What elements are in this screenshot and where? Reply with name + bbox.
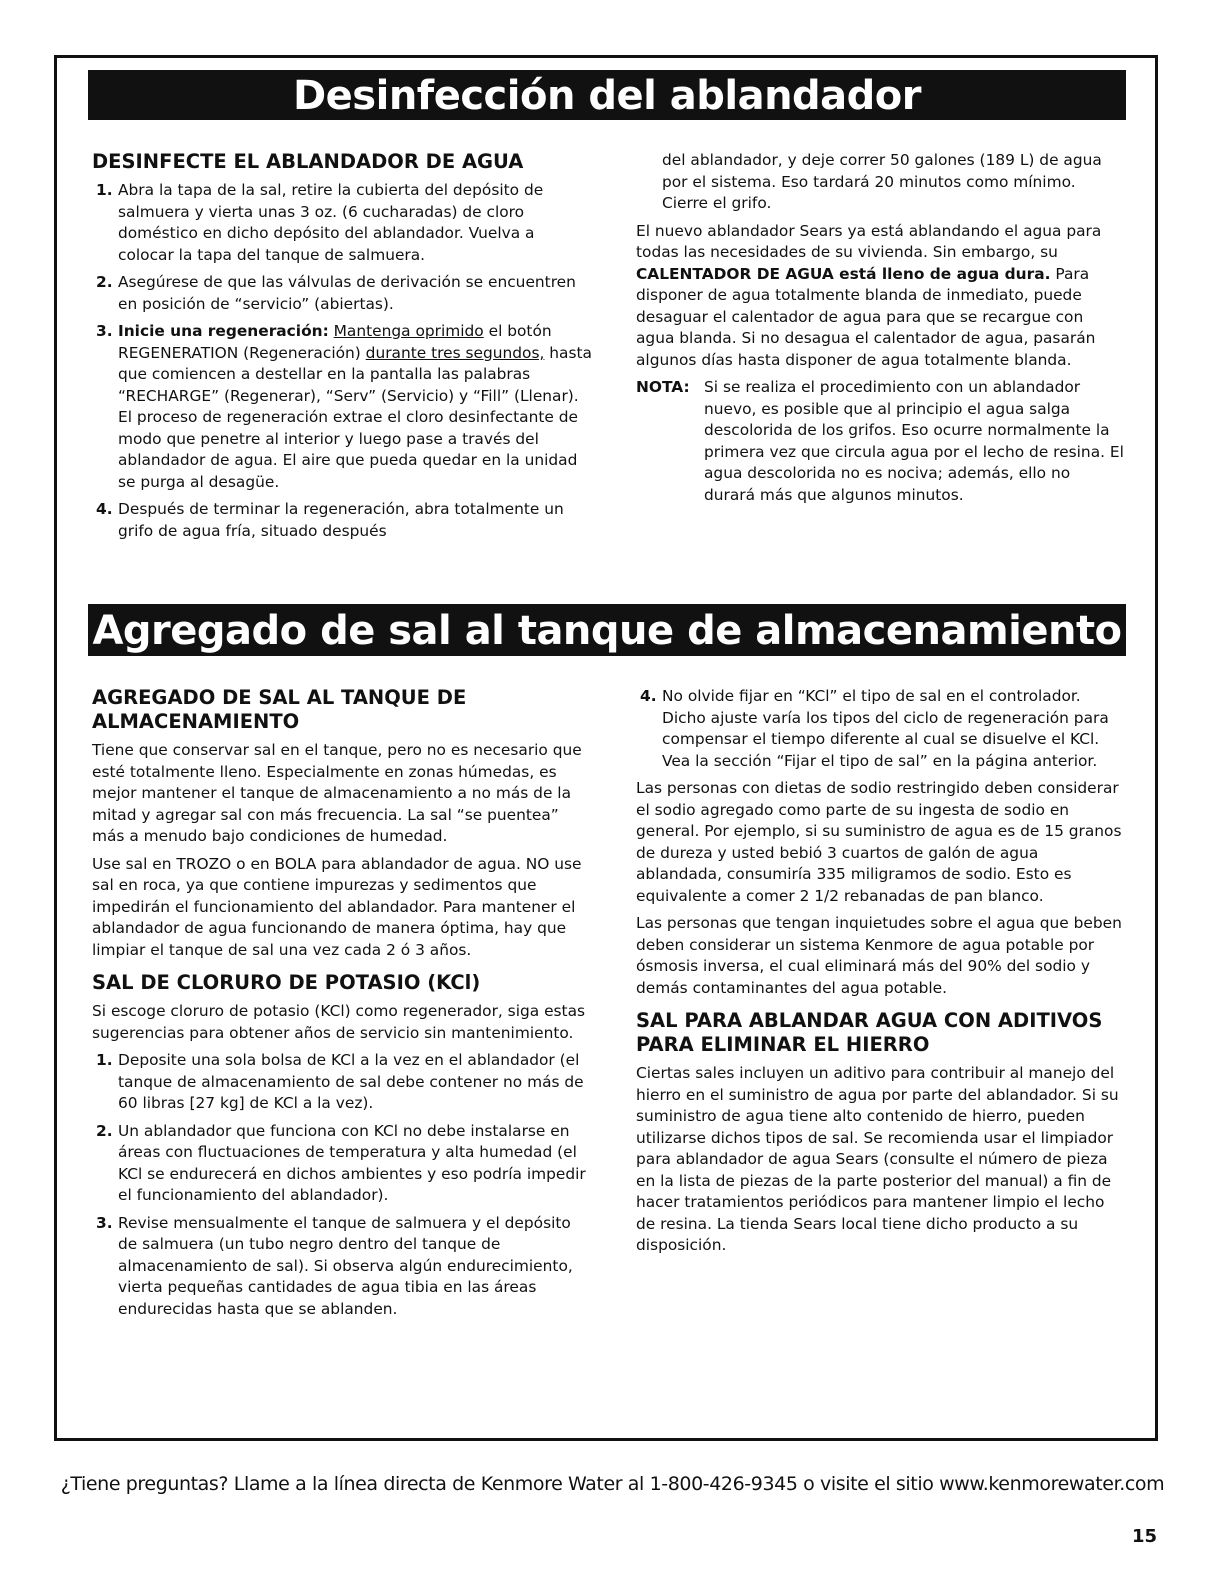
item-underlined-text: durante tres segundos, [365,343,545,362]
paragraph-text: Para disponer de agua totalmente blanda de inmediato, puede desaguar el calentador de agua para que se recargue con agua blanda. Si no desagua el calentador de agua, pasarán algunos días hasta disponer de agua totalmente blanda. [636,264,1096,369]
paragraph-text: El nuevo ablandador Sears ya está ablandando el agua para todas las necesidades de su vivienda. Sin embargo, su [636,221,1102,261]
heading-add-salt: AGREGADO DE SAL AL TANQUE DE ALMACENAMIENTO [92,686,467,733]
item-continuation: del ablandador, y deje correr 50 galones (189 L) de agua por el sistema. Eso tardará 20 minutos como mínimo. Cierre el grifo. [662,151,1102,212]
list-item [92,272,592,315]
item-text: Revise mensualmente el tanque de salmuera y el depósito de salmuera (un tubo negro dentro del tanque de almacenamiento de sal). Si observa algún endurecimiento, vierta pequeñas cantidades de agua tibia en las áreas endurecidas hasta que se ablanden. [118,1213,573,1318]
sec1-right-column [636,150,1124,506]
list-item [92,1213,592,1321]
item-number: 2. [96,1121,113,1140]
item-text: Abra la tapa de la sal, retire la cubierta del depósito de salmuera y vierta unas 3 oz. (6 cucharadas) de cloro doméstico en dicho depósito del ablandador. Vuelva a colocar la tapa del tanque de salmuera. [118,181,544,264]
paragraph-bold: CALENTADOR DE AGUA está lleno de agua dura. [636,264,1051,283]
item-text: Un ablandador que funciona con KCl no debe instalarse en áreas con fluctuaciones de temperatura y alta humedad (el KCl se endurecerá en dichos ambientes y eso podría impedir el funcionamiento del ablandador). [118,1121,586,1204]
item-text: Deposite una sola bolsa de KCl a la vez en el ablandador (el tanque de almacenamiento de sal debe contener no más de 60 libras [27 kg] de KCl a la vez). [118,1051,584,1112]
item-text: Después de terminar la regeneración, abra totalmente un grifo de agua fría, situado después [118,500,564,540]
item-number: 4. [96,500,113,518]
note-label: NOTA: [636,378,690,396]
list-item [92,1050,592,1115]
paragraph: Ciertas sales incluyen un aditivo para contribuir al manejo del hierro en el suministro de agua por parte del ablandador. Si su suministro de agua tiene alto contenido de hierro, pueden utilizarse dichos tipos de sal. Se recomienda usar el limpiador para ablandador de agua Sears (consulte el número de pieza en la lista de piezas de la parte posterior del manual) a fin de hacer tratamientos periódicos para mantener limpio el lecho de resina. La tienda Sears local tiene dicho producto a su disposición. [636,1064,1119,1254]
section-banner-disinfection: Desinfección del ablandador [88,70,1126,120]
item-number: 1. [96,1051,113,1069]
item-lead-bold: Inicie una regeneración: [118,322,329,340]
heading-disinfect: DESINFECTE EL ABLANDADOR DE AGUA [92,150,524,173]
paragraph: Use sal en TROZO o en BOLA para ablandador de agua. NO use sal en roca, ya que contiene impurezas y sedimentos que impedirán el funcionamiento del ablandador. Para mantener el ablandador de agua funcionando de manera óptima, hay que limpiar el tanque de sal una vez cada 2 ó 3 años. [92,854,582,959]
item-text: hasta que comiencen a destellar en la pantalla las palabras “RECHARGE” (Regenerar), “Serv” (Servicio) y “Fill” (Llenar). El proceso de regeneración extrae el cloro desinfectante de modo que penetre al interior y luego pase a través del ablandador de agua. El aire que pueda quedar en la unidad se purga al desagüe. [118,343,592,491]
heading-kcl: SAL DE CLORURO DE POTASIO (KCl) [92,971,481,994]
section-banner-salt: Agregado de sal al tanque de almacenamiento [88,604,1126,656]
list-item [92,499,592,542]
item-text: No olvide fijar en “KCl” el tipo de sal en el controlador. Dicho ajuste varía los tipos del ciclo de regeneración para compensar el tiempo diferente al cual se disuelve el KCl. Vea la sección “Fijar el tipo de sal” en la página anterior. [662,687,1109,770]
paragraph: Tiene que conservar sal en el tanque, pero no es necesario que esté totalmente lleno. Especialmente en zonas húmedas, es mejor mantener el tanque de almacenamiento a no más de la mitad y agregar sal con más frecuencia. La sal “se puentea” más a menudo bajo condiciones de humedad. [92,741,582,845]
list-item [636,686,1124,772]
note-block [636,377,1124,506]
paragraph: Las personas que tengan inquietudes sobre el agua que beben deben considerar un sistema Kenmore de agua potable por ósmosis inversa, el cual eliminará más del 90% del sodio y demás contaminantes del agua potable. [636,914,1122,997]
item-text: el botón REGENERATION (Regeneración) [118,322,552,362]
sec1-left-column [92,150,592,548]
paragraph: Las personas con dietas de sodio restringido deben considerar el sodio agregado como parte de su ingesta de sodio en general. Por ejemplo, si su suministro de agua es de 15 granos de dureza y usted bebió 3 cuartos de galón de agua ablandada, consumiría 335 miligramos de sodio. Esto es equivalente a comer 2 1/2 rebanadas de pan blanco. [636,779,1122,905]
note-text: Si se realiza el procedimiento con un ablandador nuevo, es posible que al principio el agua salga descolorida de los grifos. Eso ocurre normalmente la primera vez que circula agua por el lecho de resina. El agua descolorida no es nociva; además, ello no durará más que algunos minutos. [704,378,1124,504]
item-number: 3. [96,322,113,340]
paragraph: Si escoge cloruro de potasio (KCl) como regenerador, siga estas sugerencias para obtener años de servicio sin mantenimiento. [92,1002,586,1042]
item-number: 4. [640,687,657,705]
item-underlined-text: Mantenga oprimido [333,322,484,340]
paragraph-heater [636,221,1124,372]
item-number: 3. [96,1213,113,1232]
sec2-right-column [636,686,1124,1263]
list-item [92,180,592,266]
sec2-left-column [92,686,592,1326]
list-item [92,1121,592,1207]
item-text: Asegúrese de que las válvulas de derivación se encuentren en posición de “servicio” (abiertas). [118,273,576,313]
item-number: 1. [96,181,113,199]
list-item [92,321,592,493]
heading-iron-salt: SAL PARA ABLANDAR AGUA CON ADITIVOS PARA ELIMINAR EL HIERRO [636,1009,1103,1056]
footer-contact: ¿Tiene preguntas? Llame a la línea directa de Kenmore Water al 1-800-426-9345 o visite el sitio www.kenmorewater.com [60,1473,1165,1495]
page-number: 15 [1131,1526,1157,1547]
item-number: 2. [96,273,113,291]
